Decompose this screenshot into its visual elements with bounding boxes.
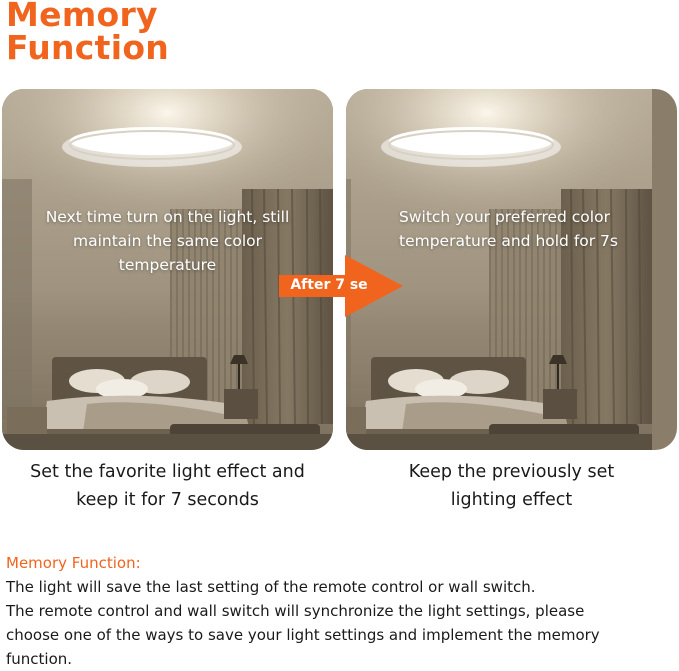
before-overlay-text: Next time turn on the light, still maintain the same color temperature [45, 208, 290, 274]
arrow-label: After 7 se [290, 277, 368, 293]
description [6, 551, 674, 671]
after-caption: Keep the previously set lighting effect [408, 462, 615, 510]
description-line: function. [6, 650, 73, 668]
description-line: The light will save the last setting of the remote control or wall switch. [6, 578, 536, 596]
after-overlay-text: Switch your preferred color temperature and hold for 7s [399, 208, 618, 250]
title: Memory Function [6, 0, 170, 67]
before-caption: Set the favorite light effect and keep it for 7 seconds [30, 462, 305, 510]
description-line: choose one of the ways to save your light settings and implement the memory [6, 626, 600, 644]
description-heading: Memory Function: [6, 554, 141, 572]
description-line: The remote control and wall switch will synchronize the light settings, please [6, 602, 585, 620]
